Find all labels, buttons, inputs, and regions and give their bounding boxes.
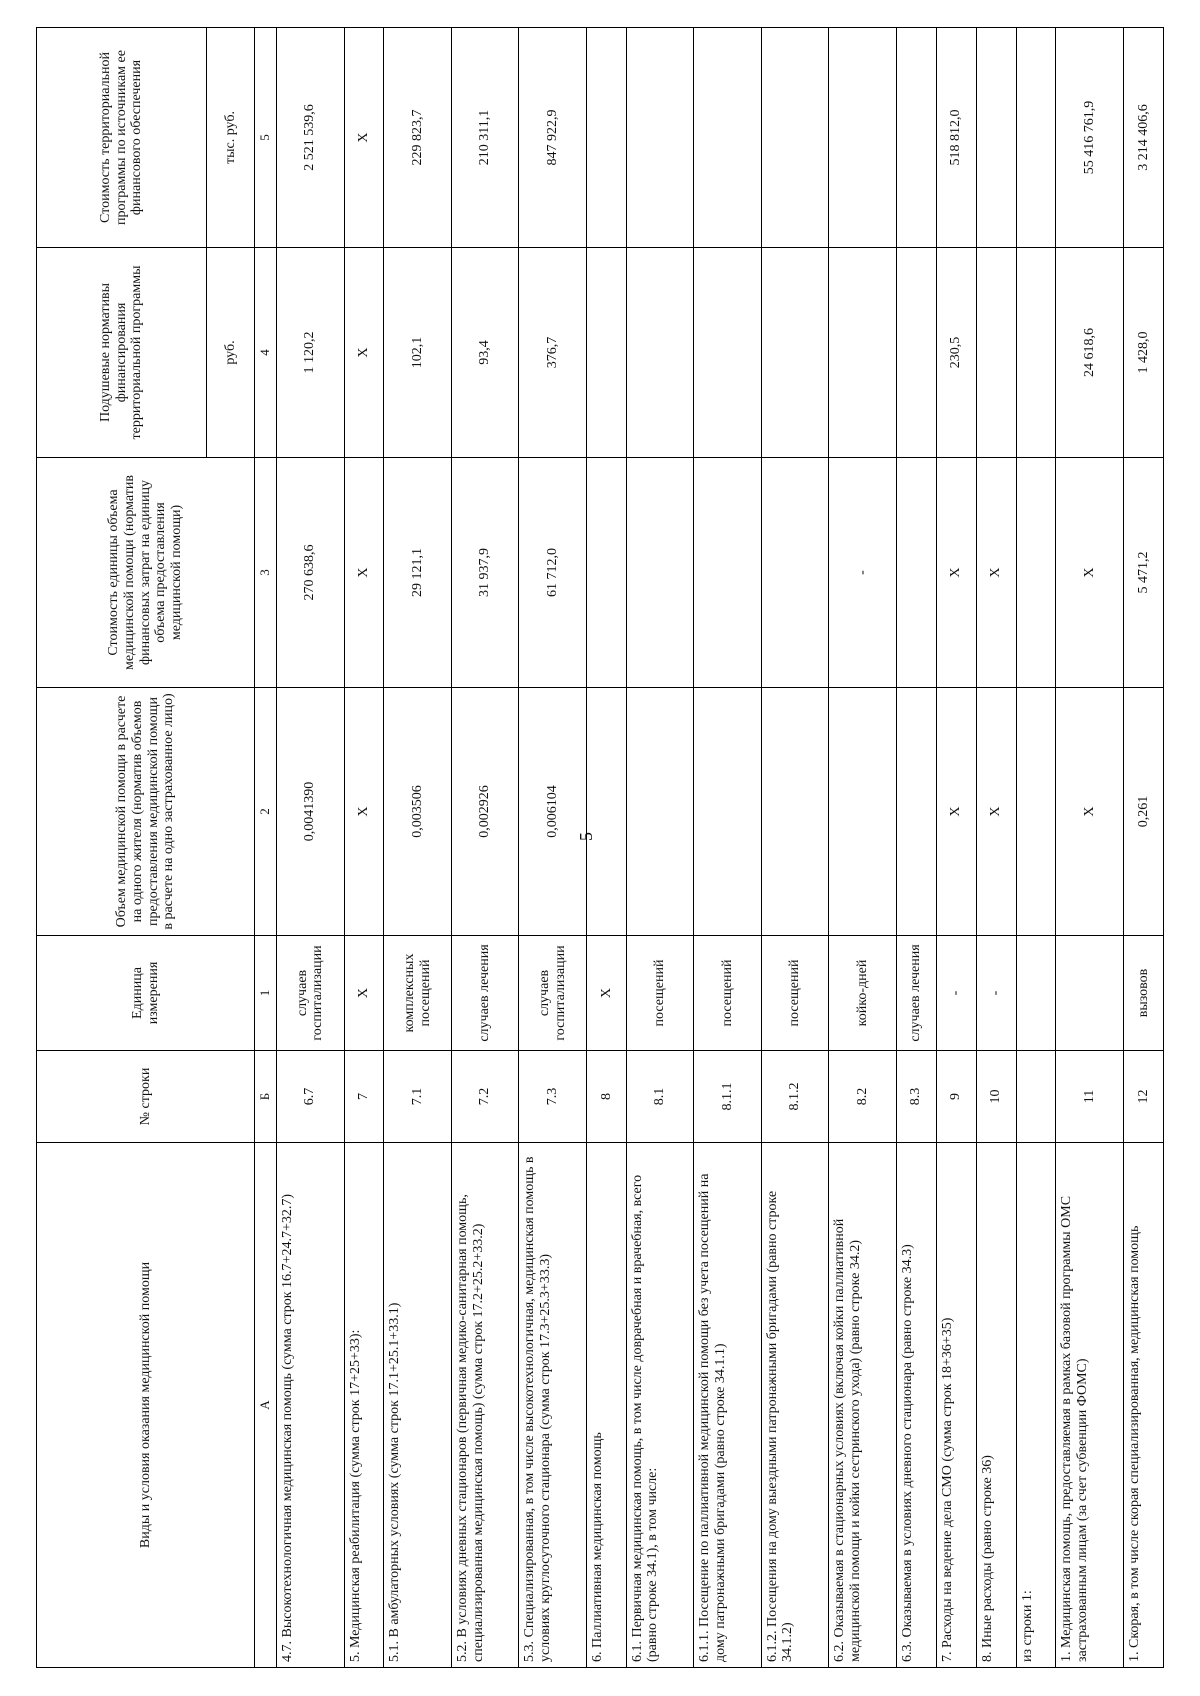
- row-per-capita: 230,5: [936, 248, 976, 458]
- row-volume: [1016, 688, 1056, 936]
- row-unit: [1056, 936, 1124, 1051]
- row-total: [896, 28, 936, 248]
- row-total: 847 922,9: [519, 28, 587, 248]
- row-unit: посещений: [694, 936, 762, 1051]
- row-unit-cost: [626, 458, 694, 688]
- table-row: [896, 28, 936, 1668]
- row-line-number: 7.2: [451, 1051, 519, 1143]
- row-volume: Х: [976, 688, 1016, 936]
- row-name: 5.3. Специализированная, в том числе высокотехнологичная, медицинская помощь в условиях круглосуточного стационара (сумма строк 17.3+25.3+33.3): [519, 1143, 587, 1668]
- row-unit: комплексных посещений: [384, 936, 452, 1051]
- row-unit-cost: 29 121,1: [384, 458, 452, 688]
- row-per-capita: 1 428,0: [1123, 248, 1163, 458]
- financing-table: [36, 27, 1164, 1668]
- row-name: из строки 1:: [1016, 1143, 1056, 1668]
- row-volume: 0,002926: [451, 688, 519, 936]
- row-name: 6. Паллиативная медицинская помощь: [586, 1143, 626, 1668]
- rotated-table-wrapper: [36, 28, 1164, 1668]
- row-total: [829, 28, 897, 248]
- table-row: [277, 28, 345, 1668]
- row-unit: койко-дней: [829, 936, 897, 1051]
- table-row: [586, 28, 626, 1668]
- header-per-capita: Подушевые нормативы финансирования территориальной программы: [37, 248, 207, 458]
- table-row: [761, 28, 829, 1668]
- row-unit-cost: Х: [976, 458, 1016, 688]
- row-unit-cost: Х: [936, 458, 976, 688]
- row-line-number: 8.3: [896, 1051, 936, 1143]
- row-name: 6.2. Оказываемая в стационарных условиях (включая койки паллиативной медицинской помощи и койки сестринского ухода) (равно строке 34.2): [829, 1143, 897, 1668]
- table-row: [694, 28, 762, 1668]
- row-name: 6.1.2. Посещения на дому выездными патронажными бригадами (равно строке 34.1.2): [761, 1143, 829, 1668]
- table-row: [1056, 28, 1124, 1668]
- row-unit: случаев госпитализации: [277, 936, 345, 1051]
- header-total-cost: Стоимость территориальной программы по источникам ее финансового обеспечения: [37, 28, 207, 248]
- row-unit: Х: [586, 936, 626, 1051]
- row-name: 4.7. Высокотехнологичная медицинская помощь (сумма строк 16.7+24.7+32.7): [277, 1143, 345, 1668]
- table-row: [1016, 28, 1056, 1668]
- row-line-number: 10: [976, 1051, 1016, 1143]
- row-unit-cost: [586, 458, 626, 688]
- row-per-capita: 24 618,6: [1056, 248, 1124, 458]
- rotated-page: [36, 28, 1164, 1668]
- row-unit-cost: [1016, 458, 1056, 688]
- table-row: [519, 28, 587, 1668]
- row-per-capita: [761, 248, 829, 458]
- row-per-capita: 1 120,2: [277, 248, 345, 458]
- row-unit: случаев лечения: [896, 936, 936, 1051]
- row-total: 229 823,7: [384, 28, 452, 248]
- row-unit-cost: 31 937,9: [451, 458, 519, 688]
- row-line-number: 7: [344, 1051, 384, 1143]
- row-volume: 0,261: [1123, 688, 1163, 936]
- table-row: [451, 28, 519, 1668]
- row-per-capita: [694, 248, 762, 458]
- row-total: 518 812,0: [936, 28, 976, 248]
- row-volume: 0,003506: [384, 688, 452, 936]
- row-total: 2 521 539,6: [277, 28, 345, 248]
- table-row: [976, 28, 1016, 1668]
- table-row: [384, 28, 452, 1668]
- row-volume: [896, 688, 936, 936]
- row-unit: случаев госпитализации: [519, 936, 587, 1051]
- column-code: Б: [255, 1051, 277, 1143]
- row-line-number: 8.1.2: [761, 1051, 829, 1143]
- row-name: 8. Иные расходы (равно строке 36): [976, 1143, 1016, 1668]
- row-total: [586, 28, 626, 248]
- row-total: 55 416 761,9: [1056, 28, 1124, 248]
- row-per-capita: 376,7: [519, 248, 587, 458]
- row-total: [694, 28, 762, 248]
- row-unit: вызовов: [1123, 936, 1163, 1051]
- header-unit-cost: Стоимость единицы объема медицинской помощи (норматив финансовых затрат на единицу объема предоставления медицинской помощи): [37, 458, 255, 688]
- row-volume: [761, 688, 829, 936]
- row-line-number: 11: [1056, 1051, 1124, 1143]
- row-unit-cost: 5 471,2: [1123, 458, 1163, 688]
- table-row: [626, 28, 694, 1668]
- row-per-capita: 93,4: [451, 248, 519, 458]
- row-unit-cost: Х: [344, 458, 384, 688]
- row-total: Х: [344, 28, 384, 248]
- row-unit: посещений: [761, 936, 829, 1051]
- row-name: 6.3. Оказываемая в условиях дневного стационара (равно строке 34.3): [896, 1143, 936, 1668]
- table-body: [277, 28, 1164, 1668]
- column-code: 4: [255, 248, 277, 458]
- header-kinds: Виды и условия оказания медицинской помощи: [37, 1143, 255, 1668]
- header-unit: Единица измерения: [37, 936, 255, 1051]
- column-code: А: [255, 1143, 277, 1668]
- row-name: 5.2. В условиях дневных стационаров (первичная медико-санитарная помощь, специализированная медицинская помощь) (сумма строк 17.2+25.2+33.2): [451, 1143, 519, 1668]
- column-code: 3: [255, 458, 277, 688]
- row-name: 5. Медицинская реабилитация (сумма строк 17+25+33):: [344, 1143, 384, 1668]
- row-per-capita: [1016, 248, 1056, 458]
- row-unit-cost: [694, 458, 762, 688]
- row-per-capita: [829, 248, 897, 458]
- row-line-number: 8.2: [829, 1051, 897, 1143]
- row-total: 3 214 406,6: [1123, 28, 1163, 248]
- row-line-number: 8.1.1: [694, 1051, 762, 1143]
- row-unit: Х: [344, 936, 384, 1051]
- row-line-number: 8.1: [626, 1051, 694, 1143]
- row-volume: Х: [344, 688, 384, 936]
- row-volume: [829, 688, 897, 936]
- row-unit-cost: [761, 458, 829, 688]
- row-per-capita: Х: [344, 248, 384, 458]
- row-total: [626, 28, 694, 248]
- row-volume: [626, 688, 694, 936]
- row-name: 6.1. Первичная медицинская помощь, в том числе доврачебная и врачебная, всего (равно строке 34.1), в том числе:: [626, 1143, 694, 1668]
- row-unit: [1016, 936, 1056, 1051]
- row-unit-cost: 270 638,6: [277, 458, 345, 688]
- row-total: 210 311,1: [451, 28, 519, 248]
- table-row: [344, 28, 384, 1668]
- column-code: 5: [255, 28, 277, 248]
- row-unit-cost: 61 712,0: [519, 458, 587, 688]
- table-row: [1123, 28, 1163, 1668]
- row-total: [1016, 28, 1056, 248]
- table-header: [37, 28, 277, 1668]
- row-line-number: 9: [936, 1051, 976, 1143]
- column-code: 1: [255, 936, 277, 1051]
- row-name: 5.1. В амбулаторных условиях (сумма строк 17.1+25.1+33.1): [384, 1143, 452, 1668]
- row-per-capita: [586, 248, 626, 458]
- header-unit-rub: руб.: [207, 248, 255, 458]
- table-row: [936, 28, 976, 1668]
- row-name: 1. Медицинская помощь, предоставляемая в рамках базовой программы ОМС застрахованным лицам (за счет субвенции ФОМС): [1056, 1143, 1124, 1668]
- row-line-number: 12: [1123, 1051, 1163, 1143]
- row-unit-cost: -: [829, 458, 897, 688]
- column-code: 2: [255, 688, 277, 936]
- row-unit-cost: [896, 458, 936, 688]
- header-unit-thousand-rub: тыс. руб.: [207, 28, 255, 248]
- header-line-number: № строки: [37, 1051, 255, 1143]
- row-volume: 0,006104: [519, 688, 587, 936]
- row-line-number: 8: [586, 1051, 626, 1143]
- row-line-number: 7.3: [519, 1051, 587, 1143]
- header-volume: Объем медицинской помощи в расчете на одного жителя (норматив объемов предоставления медицинской помощи в расчете на одно застрахованное лицо): [37, 688, 255, 936]
- row-per-capita: [626, 248, 694, 458]
- row-name: 7. Расходы на ведение дела СМО (сумма строк 18+36+35): [936, 1143, 976, 1668]
- row-line-number: 7.1: [384, 1051, 452, 1143]
- row-volume: Х: [1056, 688, 1124, 936]
- row-volume: 0,0041390: [277, 688, 345, 936]
- row-name: 1. Скорая, в том числе скорая специализированная, медицинская помощь: [1123, 1143, 1163, 1668]
- row-per-capita: [976, 248, 1016, 458]
- row-unit: -: [976, 936, 1016, 1051]
- row-line-number: [1016, 1051, 1056, 1143]
- row-volume: [586, 688, 626, 936]
- row-unit-cost: Х: [1056, 458, 1124, 688]
- row-line-number: 6.7: [277, 1051, 345, 1143]
- row-unit: -: [936, 936, 976, 1051]
- row-volume: Х: [936, 688, 976, 936]
- row-per-capita: 102,1: [384, 248, 452, 458]
- row-unit: случаев лечения: [451, 936, 519, 1051]
- row-total: [761, 28, 829, 248]
- table-row: [829, 28, 897, 1668]
- row-total: [976, 28, 1016, 248]
- row-unit: посещений: [626, 936, 694, 1051]
- row-name: 6.1.1. Посещение по паллиативной медицинской помощи без учета посещений на дому патронажными бригадами (равно строке 34.1.1): [694, 1143, 762, 1668]
- row-volume: [694, 688, 762, 936]
- page-number: 5: [576, 832, 596, 841]
- row-per-capita: [896, 248, 936, 458]
